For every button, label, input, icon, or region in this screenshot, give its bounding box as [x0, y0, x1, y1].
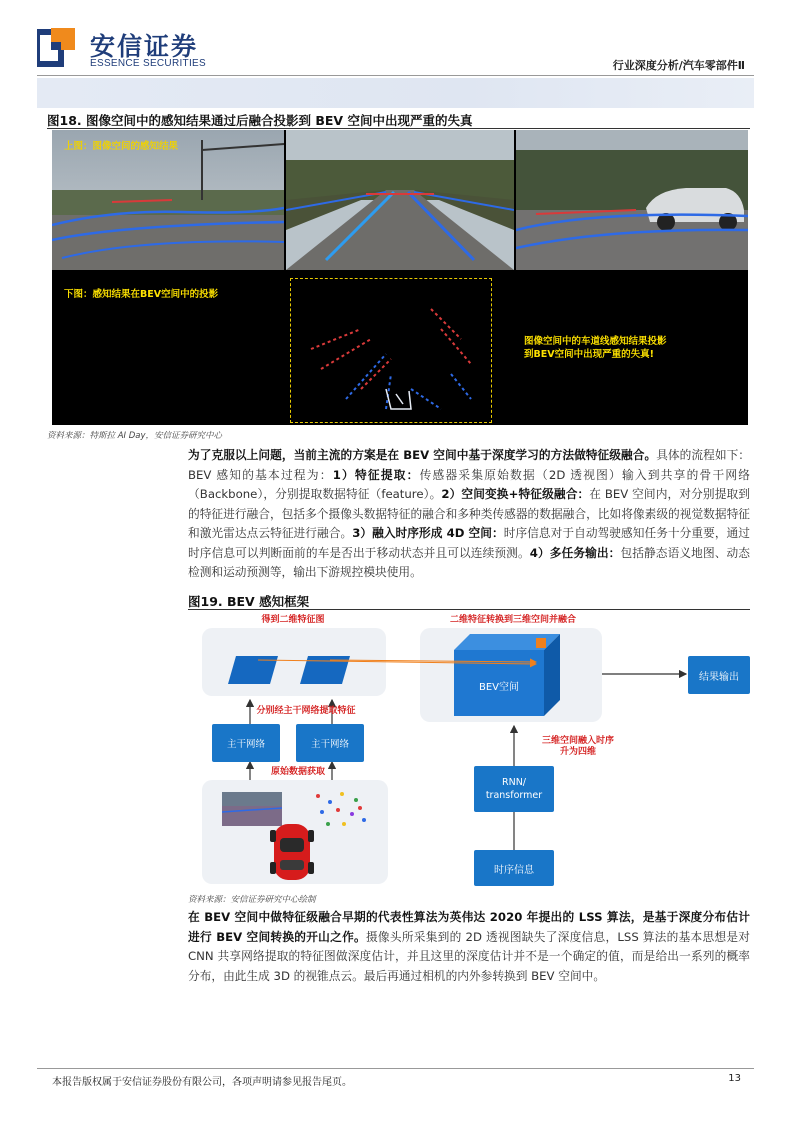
- figure18-rule: [47, 128, 750, 129]
- paragraph1-step-4: 4）多任务输出：: [529, 545, 621, 560]
- figure18-source: 资料来源：特斯拉 AI Day，安信证券研究中心: [47, 431, 223, 441]
- header-band: [37, 78, 754, 108]
- label-transform: 二维特征转换到三维空间并融合: [449, 615, 576, 625]
- paragraph1-step-1: 1）特征提取：: [332, 467, 420, 482]
- logo-icon: [37, 28, 75, 68]
- page-number: 13: [728, 1073, 741, 1084]
- paragraph1-step-2: 2）空间变换+特征级融合：: [441, 487, 590, 501]
- backbone-box-1: 主干网络: [212, 724, 280, 762]
- label-temporal: 三维空间融入时序升为四维: [541, 736, 614, 757]
- footer-copyright: 本报告版权属于安信证券股份有限公司，各项声明请参见报告尾页。: [52, 1077, 352, 1088]
- brand-name-en: ESSENCE SECURITIES: [90, 58, 206, 69]
- figure19-source: 资料来源：安信证券研究中心绘制: [188, 895, 316, 905]
- brand-name-cn: 安信证券: [90, 32, 199, 61]
- rnn-transformer-box: RNN/ transformer: [474, 766, 554, 812]
- paragraph-bev-fusion: [188, 446, 750, 583]
- paragraph1-text-1: 具体的流程如下：BEV 感知的基本过程为：: [188, 448, 750, 482]
- label-feature-map: 得到二维特征图: [261, 615, 325, 625]
- figure19-title: 图19. BEV 感知框架: [188, 594, 310, 609]
- paragraph1-lead: 为了克服以上问题，当前主流的方案是在 BEV 空间中基于深度学习的方法做特征级融合。: [188, 448, 657, 462]
- camera-photo-right: [516, 130, 748, 270]
- bev-projection-box: [290, 278, 492, 423]
- raw-data-panel: [202, 780, 388, 884]
- label-extract: 分别经主干网络提取特征: [256, 706, 356, 716]
- car-icon: [270, 820, 314, 882]
- distortion-annotation: 图像空间中的车道线感知结果投影到BEV空间中出现严重的失真!: [524, 336, 667, 360]
- label-top: 上图：图像空间的感知结果: [64, 141, 179, 152]
- label-raw-data: 原始数据获取: [270, 767, 325, 777]
- header-divider: [37, 75, 754, 76]
- report-type: 行业深度分析/汽车零部件Ⅱ: [612, 59, 745, 72]
- paragraph2-lead: 在 BEV 空间中做特征级融合早期的代表性算法为英伟达 2020 年提出的 LSS 算法，是基于深度分布估计进行 BEV 空间转换的开山之作。: [188, 910, 750, 944]
- paragraph1-text-2: 传感器采集原始数据（2D 透视图）输入到共享的骨干网络（Backbone），分别提取数据特征（feature）。: [188, 467, 750, 501]
- figure18-image: [52, 130, 748, 425]
- paragraph1-text-5: 包括静态语义地图、动态检测和运动预测等，输出下游规控模块使用。: [188, 545, 750, 579]
- paragraph1-text-3: 在 BEV 空间内，对分别提取到的特征进行融合，包括多个摄像头数据特征的融合和多种类传感器的数据融合，比如将像素级的视觉数据特征和激光雷达点云特征进行融合。: [188, 487, 750, 540]
- paragraph1-text-4: 时序信息对于自动驾驶感知任务十分重要，通过时序信息可以判断面前的车是否出于移动状态并且可以连续预测。: [188, 526, 750, 560]
- result-output-box: 结果输出: [688, 656, 750, 694]
- paragraph-lss: [188, 908, 750, 986]
- paragraph2-text: 摄像头所采集到的 2D 透视图缺失了深度信息，LSS 算法的基本思想是对 CNN 共享网络提取的特征图做深度估计，并且这里的深度估计并不是一个确定的值，而是给出一系列的概率分布，由此生成 3D 的视锥点云。最后再通过相机的内外参转换到 BEV 空间中。: [188, 929, 750, 983]
- backbone-box-2: 主干网络: [296, 724, 364, 762]
- temporal-info-box: 时序信息: [474, 850, 554, 886]
- paragraph1-step-3: 3）融入时序形成 4D 空间：: [352, 526, 504, 540]
- figure19-rule: [188, 609, 750, 610]
- footer-divider: [37, 1068, 754, 1069]
- bev-framework-diagram: [188, 612, 750, 887]
- figure18-title: 图18. 图像空间中的感知结果通过后融合投影到 BEV 空间中出现严重的失真: [47, 113, 473, 128]
- bev-space-label: BEV空间: [478, 682, 520, 693]
- camera-photo-center: [286, 130, 514, 270]
- label-bottom: 下图：感知结果在BEV空间中的投影: [64, 289, 219, 300]
- point-cloud-icon: [312, 790, 368, 830]
